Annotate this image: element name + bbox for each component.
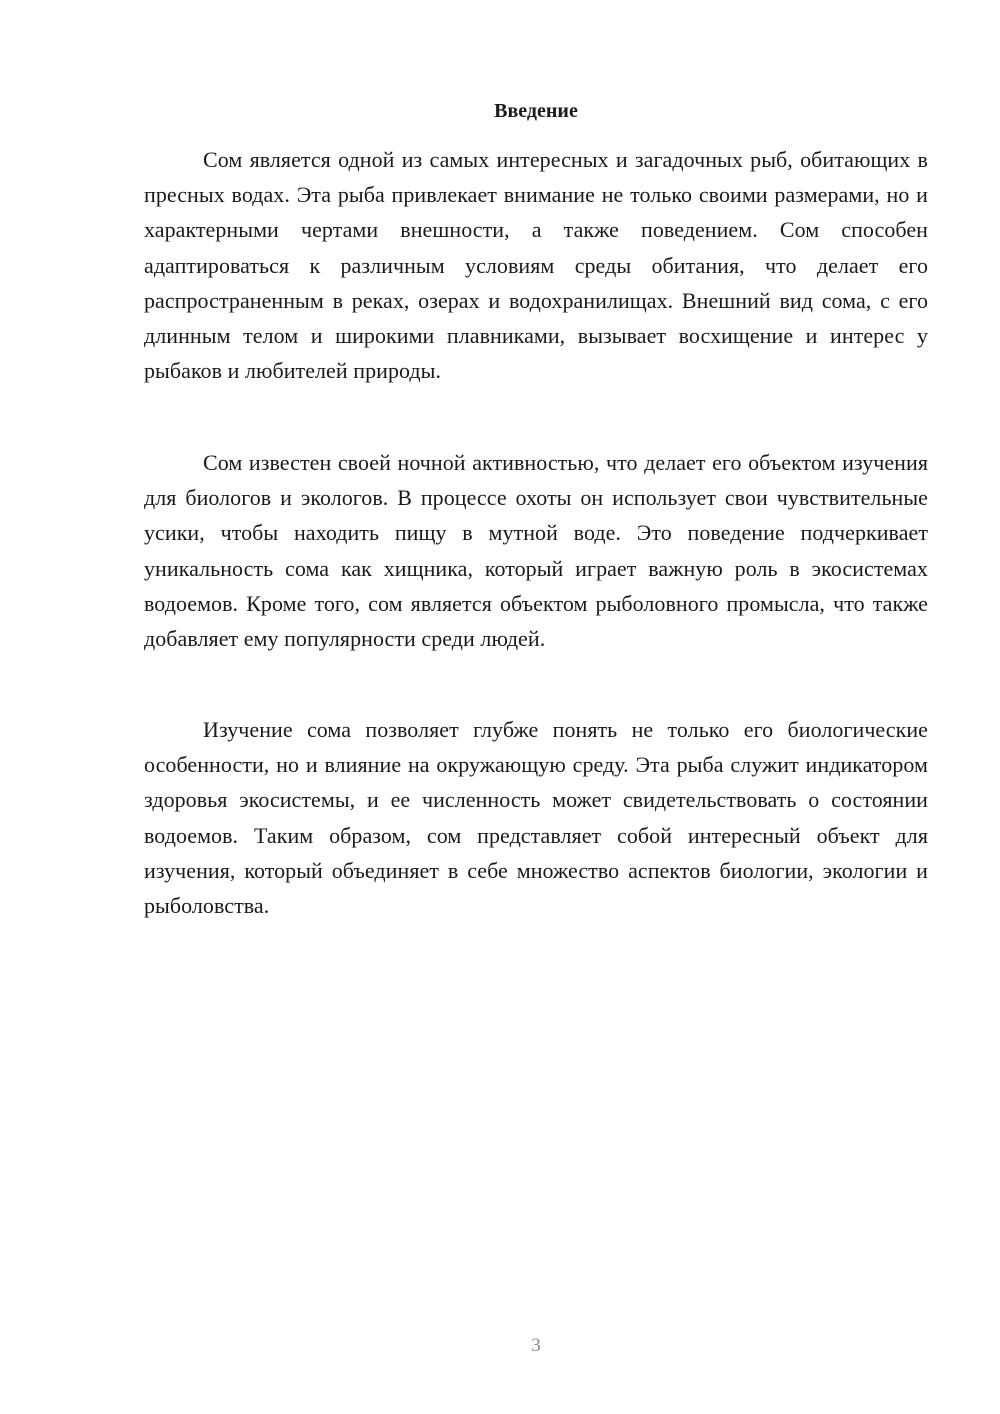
paragraph-intro: Сом является одной из самых интересных и загадочных рыб, обитающих в пресных водах. Эта рыба привлекает внимание не только своими размерами, но и характерными чертами внешности, а также поведением. Сом способен адаптироваться к различным условиям среды обитания, что делает его распространенным в реках, озерах и водохранилищах. Внешний вид сома, с его длинным телом и широкими плавниками, вызывает восхищение и интерес у рыбаков и любителей природы. bbox=[144, 147, 928, 384]
paragraph-night-activity: Сом известен своей ночной активностью, что делает его объектом изучения для биологов и экологов. В процессе охоты он использует свои чувствительные усики, чтобы находить пищу в мутной воде. Это поведение подчеркивает уникальность сома как хищника, который играет важную роль в экосистемах водоемов. Кроме того, сом является объектом рыболовного промысла, что также добавляет ему популярности среди людей. bbox=[144, 450, 928, 652]
page-number: 3 bbox=[531, 1335, 541, 1356]
section-heading: Введение bbox=[494, 100, 578, 122]
paragraph-study-importance: Изучение сома позволяет глубже понять не только его биологические особенности, но и влияние на окружающую среду. Эта рыба служит индикатором здоровья экосистемы, и ее численность может свидетельствовать о состоянии водоемов. Таким образом, сом представляет собой интересный объект для изучения, который объединяет в себе множество аспектов биологии, экологии и рыболовства. bbox=[144, 717, 928, 919]
